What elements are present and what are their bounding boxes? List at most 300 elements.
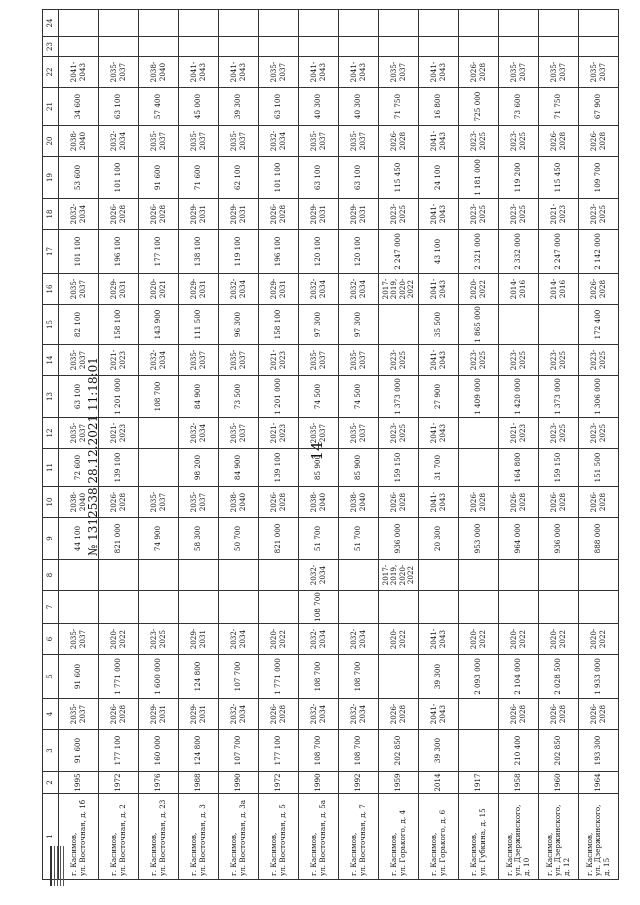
table-cell: 159 150 [539, 449, 579, 487]
table-cell: 2 332 000 [499, 230, 539, 274]
table-cell: 196 100 [259, 230, 299, 274]
table-cell: 2026- 2028 [379, 487, 419, 518]
table-row [339, 10, 379, 880]
table-cell: 96 300 [219, 305, 259, 345]
table-cell: 74 900 [139, 518, 179, 560]
table-cell [299, 37, 339, 57]
table-cell: 821 000 [99, 518, 139, 560]
table-cell: 40 300 [339, 88, 379, 126]
table-cell: 177 100 [139, 230, 179, 274]
table-cell: 67 900 [579, 88, 619, 126]
table-cell [179, 10, 219, 37]
table-cell [59, 10, 99, 37]
table-cell: 2035- 2037 [59, 699, 99, 730]
table-cell [379, 10, 419, 37]
table-cell: 2023- 2025 [459, 126, 499, 157]
table-cell: 2029- 2031 [179, 699, 219, 730]
table-cell: 2032- 2034 [259, 126, 299, 157]
table-cell: 1 865 000 [459, 305, 499, 345]
table-cell: 84 900 [219, 449, 259, 487]
table-cell: 39 300 [419, 655, 459, 699]
table-cell: 1 201 000 [99, 376, 139, 418]
table-cell: 2035- 2037 [139, 487, 179, 518]
address-cell: г. Касимов, ул. Восточная, д. 2 [99, 794, 139, 880]
table-cell: 2035- 2037 [99, 57, 139, 88]
table-cell [259, 37, 299, 57]
table-cell: 2020- 2022 [459, 624, 499, 655]
table-cell: 108 700 [299, 591, 339, 624]
table-cell: 2026- 2028 [579, 699, 619, 730]
table-cell: 2026- 2028 [99, 487, 139, 518]
table-cell: 2032- 2034 [99, 126, 139, 157]
table-cell: 124 800 [179, 730, 219, 772]
table-cell: 2 104 000 [499, 655, 539, 699]
table-cell [139, 37, 179, 57]
table-cell: 84 900 [179, 376, 219, 418]
column-number: 14 [43, 345, 59, 376]
table-cell [59, 591, 99, 624]
table-row [539, 10, 579, 880]
table-cell [59, 560, 99, 591]
table-cell [499, 37, 539, 57]
table-cell: 2035- 2037 [339, 345, 379, 376]
address-cell: г. Касимов, ул. Восточная, д. 3а [219, 794, 259, 880]
table-cell: 2026- 2028 [259, 199, 299, 230]
table-cell: 34 600 [59, 88, 99, 126]
table-cell: 2038- 2040 [59, 487, 99, 518]
table-cell: 210 400 [499, 730, 539, 772]
table-cell: 109 700 [579, 157, 619, 199]
table-cell: 2041- 2043 [299, 57, 339, 88]
table-cell: 2020- 2022 [99, 624, 139, 655]
address-cell: г. Касимов, ул. Горького, д. 6 [419, 794, 459, 880]
table-cell: 62 100 [219, 157, 259, 199]
table-cell: 2035- 2037 [339, 126, 379, 157]
table-cell: 2035- 2037 [299, 126, 339, 157]
table-cell: 2032- 2034 [299, 624, 339, 655]
table-cell: 139 100 [99, 449, 139, 487]
table-cell: 2023- 2025 [579, 345, 619, 376]
table-cell: 43 100 [419, 230, 459, 274]
table-header-row [43, 10, 59, 880]
table-cell: 1990 [299, 772, 339, 794]
address-cell: г. Касимов, ул. Горького, д. 4 [379, 794, 419, 880]
table-cell [139, 591, 179, 624]
table-cell: 160 000 [139, 730, 179, 772]
table-cell: 936 000 [379, 518, 419, 560]
table-cell [179, 560, 219, 591]
table-row [579, 10, 619, 880]
table-cell: 53 600 [59, 157, 99, 199]
table-row [179, 10, 219, 880]
table-cell: 202 850 [539, 730, 579, 772]
table-cell: 2023- 2025 [579, 199, 619, 230]
stamp-logo-lines [54, 846, 64, 886]
table-cell [539, 560, 579, 591]
column-number: 6 [43, 624, 59, 655]
table-cell [579, 37, 619, 57]
table-cell: 2035- 2037 [499, 57, 539, 88]
table-cell: 2032- 2034 [59, 199, 99, 230]
table-cell: 63 100 [99, 88, 139, 126]
table-cell: 2029- 2031 [179, 624, 219, 655]
table-cell: 2041- 2043 [419, 624, 459, 655]
table-cell: 45 000 [179, 88, 219, 126]
table-cell: 2023- 2025 [539, 418, 579, 449]
table-cell: 108 700 [299, 730, 339, 772]
column-number: 21 [43, 88, 59, 126]
table-cell: 177 100 [99, 730, 139, 772]
table-cell: 2038- 2040 [139, 57, 179, 88]
table-cell: 1 306 000 [579, 376, 619, 418]
table-cell: 63 100 [299, 157, 339, 199]
table-cell: 31 700 [419, 449, 459, 487]
table-cell: 2014- 2016 [539, 274, 579, 305]
table-cell [259, 560, 299, 591]
table-cell: 39 300 [219, 88, 259, 126]
table-cell: 2035- 2037 [139, 126, 179, 157]
table-cell: 2035- 2037 [219, 418, 259, 449]
address-cell: г. Касимов, ул. Восточная, д. 7 [339, 794, 379, 880]
table-cell: 888 000 [579, 518, 619, 560]
table-cell: 2023- 2025 [539, 345, 579, 376]
table-cell: 2026- 2028 [139, 199, 179, 230]
address-cell: г. Касимов, ул. Восточная, д. 5а [299, 794, 339, 880]
table-cell: 2035- 2037 [259, 57, 299, 88]
table-cell [99, 10, 139, 37]
table-cell: 2023- 2025 [499, 199, 539, 230]
table-cell: 63 100 [339, 157, 379, 199]
table-cell: 97 300 [299, 305, 339, 345]
table-cell [99, 37, 139, 57]
table-cell: 2035- 2037 [299, 345, 339, 376]
table-cell [499, 591, 539, 624]
table-cell: 73 500 [219, 376, 259, 418]
column-number: 17 [43, 230, 59, 274]
table-cell: 2035- 2037 [219, 345, 259, 376]
table-cell: 2041- 2043 [59, 57, 99, 88]
table-cell: 98 200 [179, 449, 219, 487]
table-cell: 2026- 2028 [499, 699, 539, 730]
table-cell: 44 100 [59, 518, 99, 560]
table-cell: 2021- 2023 [99, 345, 139, 376]
table-cell: 1988 [179, 772, 219, 794]
table-cell: 120 100 [299, 230, 339, 274]
table-row [379, 10, 419, 880]
table-cell: 1972 [99, 772, 139, 794]
table-cell [459, 560, 499, 591]
table-cell: 27 900 [419, 376, 459, 418]
address-cell: г. Касимов, ул. Восточная, д. 3 [179, 794, 219, 880]
table-cell: 2020- 2022 [459, 274, 499, 305]
address-cell: г. Касимов, ул. Восточная, д. 1б [59, 794, 99, 880]
table-cell: 202 850 [379, 730, 419, 772]
table-cell: 2021- 2023 [259, 418, 299, 449]
table-cell [179, 37, 219, 57]
table-cell: 2026- 2028 [539, 487, 579, 518]
table-cell: 2029- 2031 [299, 199, 339, 230]
table-cell: 85 900 [339, 449, 379, 487]
table-cell: 1964 [579, 772, 619, 794]
table-cell: 2035- 2037 [59, 274, 99, 305]
table-cell: 2035- 2037 [179, 345, 219, 376]
table-cell: 1995 [59, 772, 99, 794]
table-cell: 74 500 [299, 376, 339, 418]
column-number: 7 [43, 591, 59, 624]
table-cell [379, 37, 419, 57]
table-cell: 20 300 [419, 518, 459, 560]
table-row [299, 10, 339, 880]
table-cell [219, 10, 259, 37]
table-cell: 2029- 2031 [219, 199, 259, 230]
table-cell: 2032- 2034 [299, 699, 339, 730]
table-cell: 138 100 [179, 230, 219, 274]
table-cell: 2026- 2028 [499, 487, 539, 518]
table-cell: 108 700 [339, 655, 379, 699]
table-cell: 2023- 2025 [139, 624, 179, 655]
table-cell: 1958 [499, 772, 539, 794]
table-cell: 2032- 2034 [299, 274, 339, 305]
table-cell: 177 100 [259, 730, 299, 772]
table-cell: 72 600 [59, 449, 99, 487]
table-cell [339, 37, 379, 57]
table-row [99, 10, 139, 880]
column-number: 13 [43, 376, 59, 418]
table-cell: 2026- 2028 [379, 126, 419, 157]
table-cell: 35 500 [419, 305, 459, 345]
column-number: 4 [43, 699, 59, 730]
table-cell: 115 450 [379, 157, 419, 199]
table-cell: 2026- 2028 [579, 126, 619, 157]
table-cell [499, 10, 539, 37]
table-cell: 1976 [139, 772, 179, 794]
table-cell: 1992 [339, 772, 379, 794]
table-cell: 2026- 2028 [579, 487, 619, 518]
column-number: 3 [43, 730, 59, 772]
table-cell: 2029- 2031 [139, 699, 179, 730]
table-cell [99, 560, 139, 591]
column-number: 5 [43, 655, 59, 699]
document-signature-line: № 1312538 28.12.2021 11:18:01 [86, 357, 100, 556]
table-cell: 2021- 2023 [499, 418, 539, 449]
table-cell: 101 100 [59, 230, 99, 274]
table-cell [379, 591, 419, 624]
table-cell [419, 591, 459, 624]
table-cell [579, 560, 619, 591]
column-number: 23 [43, 37, 59, 57]
table-cell: 2020- 2022 [539, 624, 579, 655]
table-cell: 2035- 2037 [179, 487, 219, 518]
table-cell [499, 560, 539, 591]
table-cell: 193 300 [579, 730, 619, 772]
table-cell: 2020- 2022 [259, 624, 299, 655]
table-cell: 2035- 2037 [59, 624, 99, 655]
table-cell: 2026- 2028 [459, 57, 499, 88]
column-number: 20 [43, 126, 59, 157]
column-number: 19 [43, 157, 59, 199]
table-cell [139, 418, 179, 449]
table-cell: 2023- 2025 [499, 345, 539, 376]
table-cell: 1960 [539, 772, 579, 794]
table-cell: 2029- 2031 [179, 199, 219, 230]
table-cell: 143 900 [139, 305, 179, 345]
table-cell: 2026- 2028 [459, 487, 499, 518]
table-cell: 71 750 [379, 88, 419, 126]
table-cell [459, 10, 499, 37]
table-cell: 2021- 2023 [99, 418, 139, 449]
table-cell: 51 700 [339, 518, 379, 560]
table-cell: 119 100 [219, 230, 259, 274]
table-cell [539, 591, 579, 624]
table-cell [539, 37, 579, 57]
table-cell: 2041- 2043 [179, 57, 219, 88]
table-cell: 1917 [459, 772, 499, 794]
table-cell [459, 591, 499, 624]
table-cell: 936 000 [539, 518, 579, 560]
table-cell: 40 300 [299, 88, 339, 126]
table-cell [339, 591, 379, 624]
address-cell: г. Касимов, ул. Дзержинского, д. 15 [579, 794, 619, 880]
table-cell: 151 500 [579, 449, 619, 487]
table-cell: 101 100 [259, 157, 299, 199]
table-cell: 2041- 2043 [419, 274, 459, 305]
table-cell: 97 300 [339, 305, 379, 345]
table-cell: 63 100 [259, 88, 299, 126]
table-cell: 2026- 2028 [539, 699, 579, 730]
table-cell [459, 37, 499, 57]
table-cell: 2032- 2034 [219, 274, 259, 305]
table-cell [499, 305, 539, 345]
table-cell [419, 37, 459, 57]
table-cell: 1 420 000 [499, 376, 539, 418]
table-cell [419, 560, 459, 591]
rotated-table-container [42, 18, 614, 880]
table-cell: 85 900 [299, 449, 339, 487]
table-cell: 57 400 [139, 88, 179, 126]
table-cell [379, 655, 419, 699]
table-cell: 2026- 2028 [99, 199, 139, 230]
table-cell: 107 700 [219, 655, 259, 699]
table-cell: 111 500 [179, 305, 219, 345]
table-cell: 2026- 2028 [259, 487, 299, 518]
column-number: 11 [43, 449, 59, 487]
table-cell: 2035- 2037 [579, 57, 619, 88]
table-cell: 2 028 500 [539, 655, 579, 699]
table-cell [179, 591, 219, 624]
table-cell: 2041- 2043 [419, 57, 459, 88]
table-cell: 1 771 000 [259, 655, 299, 699]
table-cell: 2041- 2043 [339, 57, 379, 88]
table-row [499, 10, 539, 880]
table-cell: 2035- 2037 [59, 418, 99, 449]
table-cell: 2014 [419, 772, 459, 794]
table-cell: 1 181 000 [459, 157, 499, 199]
table-cell: 1 600 000 [139, 655, 179, 699]
table-cell: 158 100 [99, 305, 139, 345]
table-cell: 2041- 2043 [419, 487, 459, 518]
table-cell: 196 100 [99, 230, 139, 274]
table-cell: 725 000 [459, 88, 499, 126]
table-cell: 2021- 2023 [259, 345, 299, 376]
table-cell: 2032- 2034 [219, 699, 259, 730]
table-cell: 2026- 2028 [579, 274, 619, 305]
table-cell: 1959 [379, 772, 419, 794]
table-cell: 1972 [259, 772, 299, 794]
table-cell [379, 305, 419, 345]
table-cell: 2023- 2025 [459, 345, 499, 376]
table-cell: 2020- 2022 [379, 624, 419, 655]
table-cell: 2032- 2034 [139, 345, 179, 376]
table-cell: 2032- 2034 [339, 274, 379, 305]
table-cell: 51 700 [299, 518, 339, 560]
table-cell [459, 730, 499, 772]
table-cell: 1 933 000 [579, 655, 619, 699]
table-cell: 2023- 2025 [499, 126, 539, 157]
table-cell [59, 37, 99, 57]
table-cell: 108 700 [339, 730, 379, 772]
table-cell: 2032- 2034 [339, 699, 379, 730]
table-cell [459, 418, 499, 449]
table-cell [579, 591, 619, 624]
table-cell [139, 10, 179, 37]
housing-repair-table [42, 9, 619, 880]
table-cell: 82 100 [59, 305, 99, 345]
table-cell: 73 600 [499, 88, 539, 126]
table-cell: 159 150 [379, 449, 419, 487]
table-cell: 2017- 2019, 2020- 2022 [379, 274, 419, 305]
table-cell: 2 321 000 [459, 230, 499, 274]
table-cell: 2038- 2040 [339, 487, 379, 518]
table-row [419, 10, 459, 880]
table-cell [339, 10, 379, 37]
table-cell: 2 247 000 [539, 230, 579, 274]
table-cell: 2017- 2019, 2020- 2022 [379, 560, 419, 591]
table-cell: 172 400 [579, 305, 619, 345]
table-cell: 2029- 2031 [339, 199, 379, 230]
address-cell: г. Касимов, ул. Губкина, д. 15 [459, 794, 499, 880]
table-cell: 2041- 2043 [419, 699, 459, 730]
address-cell: г. Касимов, ул. Дзержинского, д. 10 [499, 794, 539, 880]
table-cell [579, 10, 619, 37]
table-cell: 2023- 2025 [459, 199, 499, 230]
table-cell: 2035- 2037 [339, 418, 379, 449]
table-cell: 2041- 2043 [419, 345, 459, 376]
address-cell: г. Касимов, ул. Восточная, д. 23 [139, 794, 179, 880]
table-cell: 2029- 2031 [259, 274, 299, 305]
table-cell: 91 600 [139, 157, 179, 199]
table-cell: 2020- 2022 [499, 624, 539, 655]
table-cell: 2032- 2034 [179, 418, 219, 449]
column-number: 16 [43, 274, 59, 305]
table-cell: 2026- 2028 [99, 699, 139, 730]
table-cell: 164 800 [499, 449, 539, 487]
table-cell: 2029- 2031 [179, 274, 219, 305]
column-number: 22 [43, 57, 59, 88]
table-cell [259, 591, 299, 624]
address-cell: г. Касимов, ул. Восточная, д. 5 [259, 794, 299, 880]
column-number: 10 [43, 487, 59, 518]
table-cell [459, 699, 499, 730]
address-cell: г. Касимов, ул. Дзержинского, д. 12 [539, 794, 579, 880]
table-cell: 107 700 [219, 730, 259, 772]
column-number: 9 [43, 518, 59, 560]
table-cell: 115 450 [539, 157, 579, 199]
column-number: 2 [43, 772, 59, 794]
table-cell: 1990 [219, 772, 259, 794]
table-cell [299, 10, 339, 37]
column-number: 18 [43, 199, 59, 230]
table-cell: 1 201 000 [259, 376, 299, 418]
